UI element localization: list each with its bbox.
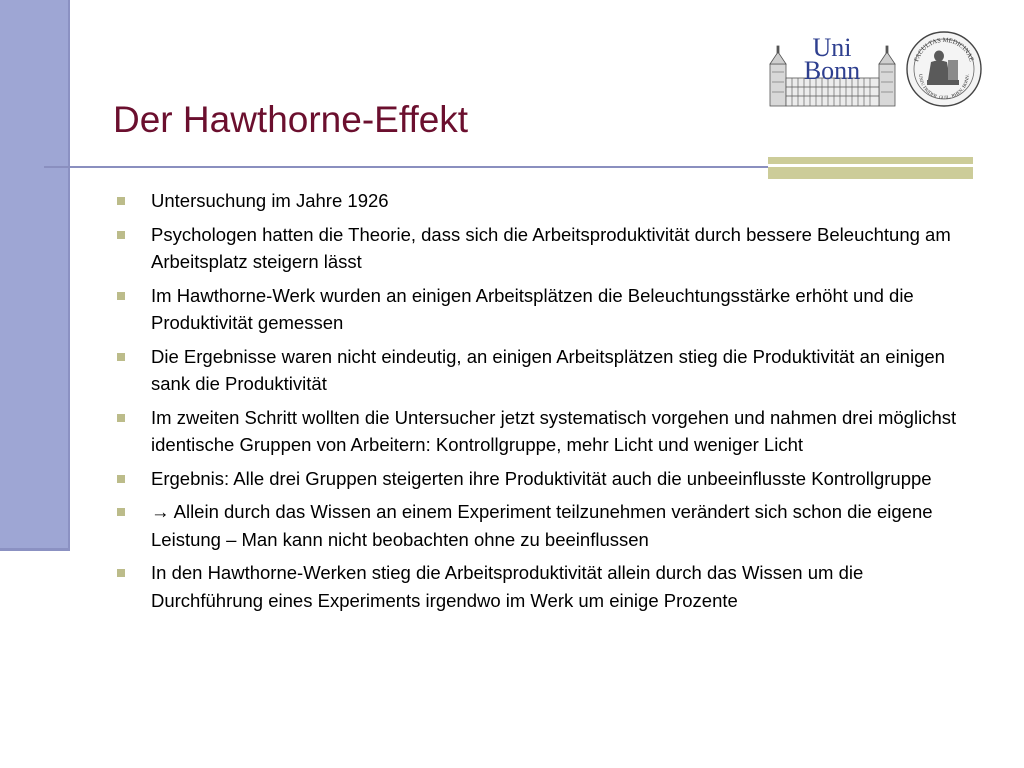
bullet-list bbox=[115, 187, 975, 620]
square-bullet-icon bbox=[117, 197, 125, 205]
bullet-item-8 bbox=[115, 559, 975, 614]
bullet-item-7 bbox=[115, 498, 975, 553]
title-divider bbox=[44, 166, 768, 168]
bullet-item-6 bbox=[115, 465, 975, 493]
left-decor-bar bbox=[0, 0, 70, 551]
accent-line bbox=[768, 164, 973, 167]
uni-bonn-logo bbox=[766, 32, 899, 110]
square-bullet-icon bbox=[117, 569, 125, 577]
bullet-text: Die Ergebnisse waren nicht eindeutig, an einigen Arbeitsplätzen stieg die Produktivität an einigen sank die Produktivität bbox=[151, 345, 945, 394]
bullet-text: Ergebnis: Alle drei Gruppen steigerten ihre Produktivität auch die unbeeinflusste Kontrollgruppe bbox=[151, 467, 932, 489]
logo-text-bonn: Bonn bbox=[803, 56, 861, 85]
square-bullet-icon bbox=[117, 231, 125, 239]
bullet-text: Psychologen hatten die Theorie, dass sich die Arbeitsproduktivität durch bessere Beleuchtung am Arbeitsplatz steigern lässt bbox=[151, 223, 951, 272]
seal-text-top: FACULTAS MEDICINAE bbox=[913, 36, 975, 63]
slide-title: Der Hawthorne-Effekt bbox=[113, 98, 469, 140]
bullet-item-5 bbox=[115, 404, 975, 459]
bullet-item-2 bbox=[115, 221, 975, 276]
bullet-text: Im Hawthorne-Werk wurden an einigen Arbeitsplätzen die Beleuchtungsstärke erhöht und die Produktivität gemessen bbox=[151, 284, 914, 333]
square-bullet-icon bbox=[117, 353, 125, 361]
bullet-text: → Allein durch das Wissen an einem Experiment teilzunehmen verändert sich schon die eigene Leistung – Man kann nicht beobachten ohne zu beeinflussen bbox=[151, 501, 933, 550]
accent-block bbox=[768, 157, 973, 179]
square-bullet-icon bbox=[117, 292, 125, 300]
faculty-seal-logo bbox=[905, 30, 983, 108]
bullet-text: In den Hawthorne-Werken stieg die Arbeitsproduktivität allein durch das Wissen um die Durchführung eines Experiments irgendwo im Werk um einige Prozente bbox=[151, 562, 864, 611]
bullet-item-1 bbox=[115, 187, 975, 215]
square-bullet-icon bbox=[117, 475, 125, 483]
bullet-item-3 bbox=[115, 282, 975, 337]
seal-text-bottom: UNIV. FRIDER. GUIL. RHEN. BONN. bbox=[916, 73, 972, 102]
square-bullet-icon bbox=[117, 508, 125, 516]
bullet-item-4 bbox=[115, 343, 975, 398]
bullet-text: Untersuchung im Jahre 1926 bbox=[151, 190, 389, 211]
logo-text-uni: Uni bbox=[812, 33, 852, 62]
square-bullet-icon bbox=[117, 414, 125, 422]
bullet-text: Im zweiten Schritt wollten die Untersucher jetzt systematisch vorgehen und nahmen drei möglichst identische Gruppen von Arbeitern: Kontrollgruppe, mehr Licht und weniger Licht bbox=[151, 406, 957, 455]
